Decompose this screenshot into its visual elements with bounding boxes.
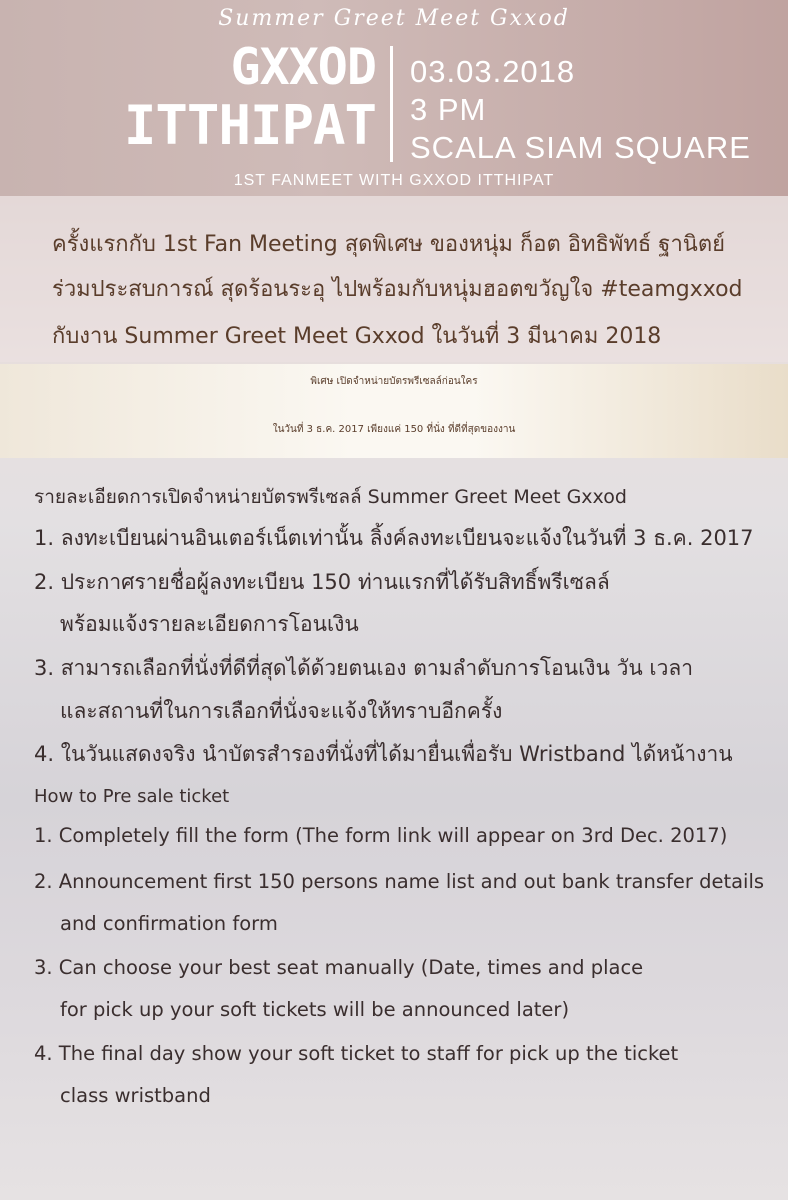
thai-list-item: 2. ประกาศรายชื่อผู้ลงทะเบียน 150 ท่านแรกที่ได้รับสิทธิ์พรีเซลล์ bbox=[34, 570, 610, 594]
event-venue: SCALA SIAM SQUARE bbox=[410, 130, 751, 165]
event-time: 3 PM bbox=[410, 92, 487, 127]
artist-name-line2: ITTHIPAT bbox=[123, 94, 376, 157]
thai-list-item-cont: และสถานที่ในการเลือกที่นั่งจะแจ้งให้ทราบอีกครั้ง bbox=[60, 699, 503, 723]
intro-line: กับงาน Summer Greet Meet Gxxod ในวันที่ 3 มีนาคม 2018 bbox=[52, 324, 662, 349]
intro-line: ครั้งแรกกับ 1st Fan Meeting สุดพิเศษ ของหนุ่ม ก็อต อิทธิพัทธ์ ฐานิตย์ bbox=[52, 232, 726, 257]
thai-list-item-cont: พร้อมแจ้งรายละเอียดการโอนเงิน bbox=[60, 612, 359, 636]
english-list-item: 4. The final day show your soft ticket to staff for pick up the ticket bbox=[34, 1042, 679, 1065]
event-subtitle: 1ST FANMEET WITH GXXOD ITTHIPAT bbox=[233, 172, 555, 189]
thai-list-item: 3. สามารถเลือกที่นั่งที่ดีที่สุดได้ด้วยตนเอง ตามลำดับการโอนเงิน วัน เวลา bbox=[34, 656, 694, 680]
intro-line: ร่วมประสบการณ์ สุดร้อนระอุ ไปพร้อมกับหนุ่มฮอตขวัญใจ #teamgxxod bbox=[52, 277, 743, 302]
artist-name-line1: GXXOD bbox=[230, 38, 376, 96]
header-banner bbox=[0, 0, 788, 196]
english-list-item-cont: class wristband bbox=[60, 1084, 211, 1107]
thai-details-heading: รายละเอียดการเปิดจำหน่ายบัตรพรีเซลล์ Summer Greet Meet Gxxod bbox=[34, 486, 627, 508]
thai-list-item: 4. ในวันแสดงจริง นำบัตรสำรองที่นั่งที่ได้มายื่นเพื่อรับ Wristband ได้หน้างาน bbox=[34, 742, 733, 766]
english-list-item-cont: and confirmation form bbox=[60, 912, 278, 935]
english-list-item: 2. Announcement first 150 persons name list and out bank transfer details bbox=[34, 870, 765, 893]
english-list-item: 3. Can choose your best seat manually (Date, times and place bbox=[34, 956, 644, 979]
event-script-title: Summer Greet Meet Gxxod bbox=[218, 6, 570, 31]
english-details-heading: How to Pre sale ticket bbox=[34, 786, 230, 807]
thai-list-item: 1. ลงทะเบียนผ่านอินเตอร์เน็ตเท่านั้น ลิ้งค์ลงทะเบียนจะแจ้งในวันที่ 3 ธ.ค. 2017 bbox=[34, 526, 754, 550]
english-list-item: 1. Completely fill the form (The form link will appear on 3rd Dec. 2017) bbox=[34, 824, 728, 847]
presale-detail: ในวันที่ 3 ธ.ค. 2017 เพียงแค่ 150 ที่นั่ง ที่ดีที่สุดของงาน bbox=[272, 424, 516, 435]
presale-headline: พิเศษ เปิดจำหน่ายบัตรพรีเซลล์ก่อนใคร bbox=[310, 376, 478, 387]
event-date: 03.03.2018 bbox=[410, 54, 576, 89]
english-list-item-cont: for pick up your soft tickets will be announced later) bbox=[60, 998, 570, 1021]
header-divider bbox=[390, 46, 393, 162]
